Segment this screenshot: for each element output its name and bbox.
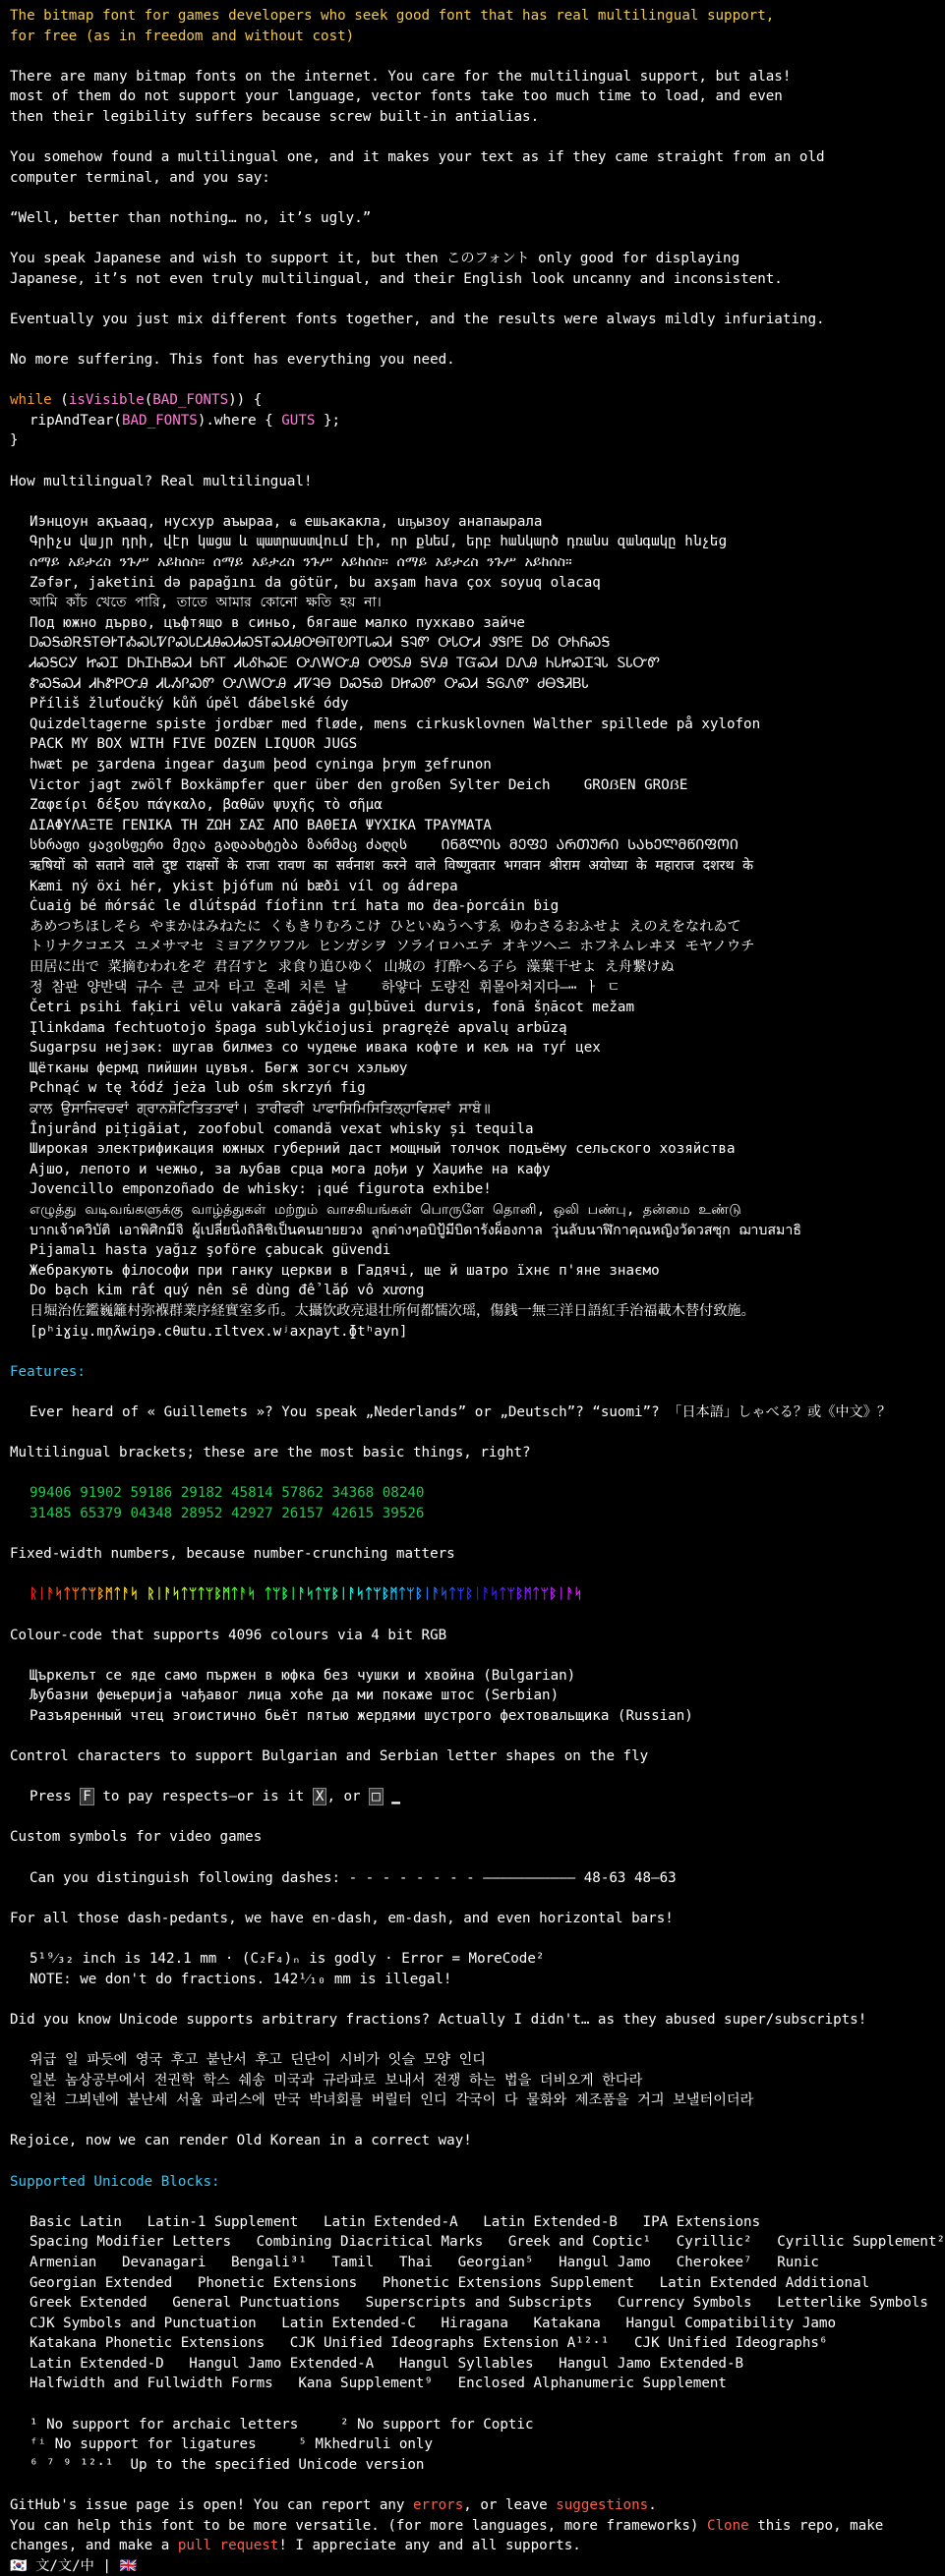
language-sample: სხრაფი ყავისფერი მელა გადაახტება ზარმაც ძაღლს ᲘᲜᲒᲚᲘᲡ ᲛᲔᲤᲔ ᲐᲠᲗᲣᲠᲘ ᲡᲐᲮᲔᲚᲛᲬᲘᲤᲝᲘ [30,837,738,854]
unicode-blocks-row: Armenian Devanagari Bengali³¹ Tamil Thai Georgian⁵ Hangul Jamo Cherokee⁷ Runic [30,2254,819,2270]
language-sample: Ајшо, лепото и чежњо, за љубав срца мога дођи у Хаџиће на кафу [30,1161,551,1177]
quotes-sample: Ever heard of « Guillemets »? You speak „Nederlands” or „Deutsch”? “suomi”? 「日本語」しゃべる？或《中文》？ [30,1403,892,1420]
rune-glyph: ᛘ [188,1586,198,1603]
language-sample: எழுத்து வடிவங்களுக்கு வாழ்த்துகள் மற்றும் வாசகியங்கள் பொருளே தொனி, ஒலி பண்பு, தன்மை உண்டு [30,1202,741,1219]
language-sample: Četri psihi faķiri vēlu vakarā zāģēja guļbūvei durvis, fonā šņācot mežam [30,1000,634,1016]
intro-title [10,6,852,46]
unicode-blocks-row: Georgian Extended Phonetic Extensions Phonetic Extensions Supplement Latin Extended Additional [30,2274,870,2291]
math-line-1: 5¹⁹⁄₃₂ inch is 142.1 mm · (C₂F₄)ₙ is godly · Error = MoreCode² [30,1951,545,1967]
features-heading: Features: [10,1363,86,1380]
paragraph-line: There are many bitmap fonts on the internet. You care for the multilingual support, but alas! [10,68,792,85]
multilingual-heading: How multilingual? Real multilingual! [10,473,313,489]
rune-glyph: ᛘ [540,1586,550,1603]
title-line-1: The bitmap font for games developers who seek good font that has real multilingual support, [10,8,775,24]
rune-glyph: ᛘ [71,1586,81,1603]
unicode-blocks-row: Halfwidth and Fullwidth Forms Kana Supplement⁹ Enclosed Alphanumeric Supplement [30,2376,727,2392]
colour-caption: Colour-code that supports 4096 colours via 4 bit RGB [10,1627,447,1643]
blocks-footnote: ᶠⁱ No support for ligatures ⁵ Mkhedruli only [30,2436,433,2453]
rune-glyph: ᛏ [230,1586,239,1603]
code-punct: ( [51,392,69,409]
key-square-icon: □ [369,1788,384,1805]
footer-text: this repo, make [748,2517,884,2534]
rune-glyph: ᛏ [63,1586,72,1603]
language-sample: Sugarpsu нејзәк: шугав билмез со чудење ивака кофте и кељ на туѓ цех [30,1040,601,1057]
code-punct: }; [315,412,341,429]
code-punct: } [10,432,19,449]
rune-glyph: ᛒ [381,1586,390,1603]
rune-glyph: ᛋ [247,1586,256,1603]
rune-glyph: ᚨ [121,1586,131,1603]
blocks-notes [10,2415,852,2476]
blocks-footnote: ⁶ ⁷ ⁹ ¹²·¹ Up to the specified Unicode version [30,2456,425,2473]
press-text: ▁ [383,1789,400,1805]
rune-glyph: ᛏ [314,1586,324,1603]
footer [10,2495,884,2576]
rune-glyph: ᛏ [447,1586,457,1603]
unicode-blocks-row: Katakana Phonetic Extensions CJK Unified Ideographs Extension A¹²·¹ CJK Unified Ideographs⁶ [30,2335,828,2352]
multilingual-samples [10,512,852,1342]
language-sample: Victor jagt zwölf Boxkämpfer quer über den großen Sylter Deich GROẞEN GROẞE [30,776,688,793]
code-constant: BAD_FONTS [121,412,198,429]
language-sample: Иэнцоун ақъааq, нусхур аъыраа, ҩ ешьакакла, uҧызоу анапаырала [30,513,543,530]
rune-glyph: ᛋ [356,1586,365,1603]
rune-glyph: ᛋ [490,1586,499,1603]
bulgarian-sample: Щъркелът се яде само пържен в юфка без чушки и хвойна (Bulgarian) [30,1667,576,1684]
rune-glyph: ᛏ [197,1586,206,1603]
language-sample: hwæt pe ʒardena ingear daʒum þeod cyninga þrym ʒefrunon [30,756,492,773]
rune-glyph: ᚨ [297,1586,307,1603]
language-sample: ਕਾਲ ਉਸਾਜਿਵਚਵਾਂ ਗ੍ਰਾਨਸ਼ੋਟਿਤਿਤਤਾਵਾਂ। ਤਾਰੀਫਰੀ ਪਾਫਾਸਿਮਿਸਿਤਿਲ੍ਹਾਵਿਸ਼ਵਾਂ ਸਾਬੰ॥ [30,1101,491,1117]
dashes-sample: Can you distinguish following dashes: ‐ ‐ ‐ ‐ ‐ ‐ ‐ ‐ ——————————— 48‑63 48‒63 [30,1869,677,1886]
language-sample: Zəfər, jaketini də papağını da götür, bu axşam hava çox soyuq olacaq [30,574,601,591]
language-sample: Do bạch kim rất quý nên sẽ dùng để lắp vô xương [30,1283,425,1299]
unicode-blocks-row: Greek Extended General Punctuations Superscripts and Subscripts Currency Symbols Letterlike Symbols [30,2295,928,2312]
rune-glyph: ᛋ [171,1586,181,1603]
rune-glyph: ᛒ [514,1586,524,1603]
code-constant: GUTS [281,412,316,429]
rejoice-caption: Rejoice, now we can render Old Korean in a correct way! [10,2133,472,2149]
rune-glyph: ᛘ [406,1586,415,1603]
unicode-blocks-row: Latin Extended-D Hangul Jamo Extended-A Hangul Syllables Hangul Jamo Extended-B [30,2355,744,2372]
rune-glyph: ᛒ [96,1586,105,1603]
code-block: while (isVisible(BAD_FONTS)) { ripAndTear(BAD_FONTS).where { GUTS }; } [10,390,852,451]
language-sample: 日堀治佐鑑巍籬村弥褓群業序経實室多币。太攝饮政亮退壮所何都懦次瑶，傷銭一無三洋日語紅手治福載木替付致施。 [30,1303,755,1319]
rune-glyph [139,1586,148,1602]
blocks-heading: Supported Unicode Blocks: [10,2173,220,2190]
intro-paragraph-4: Eventually you just mix different fonts together, and the results were always mildly infuriating. [10,311,825,327]
old-korean-line-1: 위급 일 파듯에 영국 후고 붙난서 후고 딘단이 시비가 잇슬 모양 인디 [30,2051,486,2068]
rainbow-runes [10,1584,852,1605]
language-sample: Широкая электрификация южных губерний даст мощный толчок подъёму сельского хозяйства [30,1141,736,1158]
language-sample: Příliš žluťoučký kůň úpěl ďábelské ódy [30,696,349,713]
rune-glyph: ᛏ [80,1586,89,1603]
intro-paragraph-3 [10,249,852,289]
old-korean-line-3: 일천 그뵈넨에 붙난세 서울 파리스에 만국 박녀회를 버릴터 인디 각국이 다 물화와 제조품을 거긔 보낼터이더라 [30,2092,754,2109]
intro-paragraph-5: No more suffering. This font has everything you need. [10,352,455,369]
old-korean-line-2: 일본 놈상공부에서 전권학 학스 쉐송 미국과 규라파로 보내서 전쟁 하는 법을 더비오게 한다라 [30,2072,643,2089]
language-sample: Ċuaiġ bé ṁórsáċ le dlúṫspád fíoḟinn trí hata mo ḋea-ṗorcáin ḃig [30,898,560,915]
footer-text: ! I appreciate any and all supports. [278,2538,581,2554]
rune-glyph: ᚨ [347,1586,357,1603]
rune-glyph: ᛒ [280,1586,290,1603]
rune-glyph: ᚨ [481,1586,491,1603]
rune-glyph: ᛁ [473,1586,482,1603]
press-text: to pay respects—or is it [93,1789,313,1805]
rune-glyph: ᛒ [330,1586,340,1603]
rune-glyph: ᚨ [238,1586,248,1603]
rune-glyph: ᛋ [306,1586,315,1603]
language-sample: 田居に出で 菜摘むわれをぞ 君召すと 求食り追ひゆく 山城の 打酔へる子ら 藻葉干せよ え舟繋けぬ [30,958,675,975]
language-sample: Įlinkdama fechtuotojo špaga sublykčiojusi pragrężė apvalų arbūzą [30,1019,567,1036]
blocks-list [10,2212,945,2394]
code-punct: )) { [228,392,263,409]
brackets-caption: Multilingual brackets; these are the most basic things, right? [10,1445,531,1461]
pull-request-link[interactable]: pull request [177,2538,279,2554]
language-sample: ΔΙΑΦΥΛΑΞΤΕ ΓΕΝΙΚΑ ΤΗ ΖΩΗ ΣΑΣ ΑΠΟ ΒΑΘΕΙΑ ΨΥΧΙΚΑ ΤΡΑΥΜΑΤΑ [30,817,492,833]
rune-glyph: ᛒ [414,1586,424,1603]
rune-glyph: ᛁ [154,1586,164,1603]
rune-glyph: ᛁ [289,1586,298,1603]
footer-text: You can help this font to be more versatile. (for more languages, more frameworks) [10,2517,707,2534]
rune-glyph: ᛏ [498,1586,507,1603]
rune-glyph: ᛗ [389,1586,398,1603]
rune-glyph: ᛏ [264,1586,273,1603]
rune-glyph: ᛋ [440,1586,448,1603]
rune-glyph: ᛁ [37,1586,47,1603]
language-sample: [pʰiɣiu̯.mn̥ʌ̃wiŋə.cθɯtu.ɪltvex.wʲaxɲayt.ɸtʰayn] [30,1323,408,1340]
unicode-blocks-row: Basic Latin Latin-1 Supplement Latin Extended-A Latin Extended-B IPA Extensions [30,2213,761,2230]
rune-glyph: ᛒ [464,1586,474,1603]
rune-glyph: ᛘ [323,1586,331,1603]
press-text: , or [326,1789,370,1805]
footer-text: . [648,2497,657,2514]
rune-glyph: ᛋ [573,1586,583,1603]
rune-glyph: ᛘ [205,1586,214,1603]
fixed-width-caption: Fixed-width numbers, because number-crunching matters [10,1546,455,1563]
blocks-footnote: ¹ No support for archaic letters ² No support for Coptic [30,2416,534,2433]
rune-glyph: ᛁ [423,1586,432,1603]
rune-glyph: ᛘ [456,1586,465,1603]
rune-glyph: ᛗ [221,1586,231,1603]
language-sample: Kæmi ný öxi hér, ykist þjófum nú bæði víl og ádrepa [30,878,458,894]
language-sample: PACK MY BOX WITH FIVE DOZEN LIQUOR JUGS [30,736,358,753]
russian-sample: Разъяренный чтец эгоистично бьёт пятью жердями шустрого фехтовальщика (Russian) [30,1707,693,1724]
language-sample: Pijamalı hasta yağız şoföre çabucak güvendi [30,1242,391,1259]
language-sample: トリナクコエス ユメサマセ ミヨアクワフル ヒンガシヲ ソライロハエテ オキツヘニ ホフネムレヰヌ モヤノウチ [30,939,755,955]
language-sample: Pchnąć w tę łódź jeża lub ośm skrzyń fig [30,1080,366,1097]
intro-paragraph-1 [10,67,852,128]
rune-glyph: ᛒ [549,1586,558,1603]
fractions-caption: Did you know Unicode supports arbitrary fractions? Actually I didn't… as they abused super/subscripts! [10,2011,867,2028]
language-sample: บากเจ้าควิบัติ เอาพิศิกมีจิ ผู้เปลี่ยนิ่งถิลิชิเป็นคนยายยวง ลูกต่างๆอบิปู้มีบิดารังผ็องกาล วุ่นลับนาฬิกาคุณหญิงวัดวสซุก ฌาบสมาธิ [30,1222,801,1238]
code-function: isVisible [68,392,145,409]
paragraph-line: computer terminal, and you say: [10,169,270,186]
language-sample: Ζαφείρι δέξου πάγκαλο, βαθῶν ψυχῆς τὸ σῆμα [30,797,383,814]
unicode-blocks-row: Spacing Modifier Letters Combining Diacritical Marks Greek and Coptic¹ Cyrillic² Cyrillic Supplement² [30,2234,945,2251]
rune-glyph: ᛋ [54,1586,64,1603]
dash-pedants-caption: For all those dash-pedants, we have en-dash, em-dash, and even horizontal bars! [10,1910,674,1926]
code-constant: BAD_FONTS [152,392,229,409]
language-sample: 정 참판 양반댁 규수 큰 교자 타고 혼례 치른 날 하얗다 도량진 휘몰아쳐지다―⋯ ㅏ ㄷ [30,979,620,996]
rune-glyph: ᛏ [364,1586,374,1603]
rune-glyph: ᛏ [180,1586,189,1603]
paragraph-line: Japanese, it’s not even truly multilingual, and their English look uncanny and inconsistent. [10,270,783,287]
language-sample: Под южно дърво, цъфтящо в синьо, бягаше малко пухкаво зайче [30,614,525,631]
rune-glyph: ᚨ [431,1586,441,1603]
language-sample: ሰማይ አይታረስ ንጉሥ አይከሰስ። ሰማይ አይታረስ ንጉሥ አይከሰስ። ሰማይ አይታረስ ንጉሥ አይከሰስ። [30,554,572,571]
rune-glyph: ᛘ [506,1586,515,1603]
language-sample: Înjurând pițigăiat, zoofobul comandă vexat whisky și tequila [30,1120,534,1137]
title-line-2: for free (as in freedom and without cost) [10,28,355,44]
rune-glyph: ᚨ [46,1586,55,1603]
language-sample: ᏑᏍᎦᏍᏗ ᏗᏂᏑᏢᏅᎯ ᏗᏓᏱᎵᏍᏛ ᎤᏁᎳᏅᎯ ᏗᏤᎸᎾ ᎠᏍᎦᏯ ᎠᏥᏍᏛ ᎤᏍᏗ ᎦᎶᏁᏛ ᏧᎾᏕᏘᏴᏓ [30,675,589,692]
footer-text: , or leave [463,2497,557,2514]
intro-paragraph-2 [10,147,852,188]
paragraph-line: You somehow found a multilingual one, and it makes your text as if they came straight from an old [10,149,825,166]
language-sample: আমি কাঁচ খেতে পারি, তাতে আমার কোনো ক্ষতি হয় না। [30,595,382,611]
code-function: ripAndTear [30,412,114,429]
rune-glyph: ᛘ [272,1586,281,1603]
language-sample: ᏗᏍᎦᏟᎩ ᏥᏍᏆ ᎠᏂᏆᏂᏴᏍᏗ ᏏᏲᎢ ᏗᏓᎴᏂᏍᎬ ᎤᏁᎳᏅᎯ ᎤᏬᏚᎯ ᎦᏙᎯ ᎢᏳᏍᏗ ᎠᏁᎯ ᏂᏓᏥᏍᏆᎸᏓ ᏚᏓᏅᏛ [30,656,661,671]
language-sample: Գրիչս վայր դրի, վէր կացա և պատրաստվում էի, որ քնեմ, երբ հանկարծ դռանս զանգակը հնչեց [30,534,727,550]
rune-glyph: ᛏ [113,1586,122,1603]
paragraph-line: then their legibility suffers because screw built-in antialias. [10,108,540,125]
rune-glyph [256,1586,265,1602]
language-sample: Жебракують філософи при ганку церкви в Гадячі, ще й шатро їхнє п'яне знаємо [30,1262,660,1279]
custom-symbols-caption: Custom symbols for video games [10,1829,263,1846]
rune-glyph: ᛋ [130,1586,139,1603]
errors-link[interactable]: errors [413,2497,464,2514]
language-sample: あめつちほしそら やまかはみねたに くもきりむろこけ ひといぬうへすゑ ゆわさるおふせよ えのえをなれゐて [30,918,741,935]
rune-glyph: ᛘ [373,1586,382,1603]
rune-glyph: ᚱ [147,1586,155,1603]
language-sample: ऋषियों को सताने वाले दुष्ट राक्षसों के राजा रावण का सर्वनाश करने वाले विष्णुवतार भगवान श्रीराम अयोध्या के महाराज दशरथ के [30,857,754,874]
code-keyword: while [10,392,52,409]
suggestions-link[interactable]: suggestions [556,2497,649,2514]
code-punct: ).where { [197,412,282,429]
rune-glyph: ᛗ [523,1586,532,1603]
rune-glyph: ᛁ [339,1586,348,1603]
press-f-line [10,1787,852,1807]
unicode-blocks-row: CJK Symbols and Punctuation Latin Extended-C Hiragana Katakana Hangul Compatibility Jamo [30,2315,836,2331]
rune-glyph: ᛗ [104,1586,114,1603]
paragraph-line: You speak Japanese and wish to support it, but then このフォント only good for displaying [10,251,740,267]
numbers-line-2: 31485 65379 04348 28952 42927 26157 42615 39526 [30,1505,425,1521]
footer-text: GitHub's issue page is open! You can report any [10,2497,413,2514]
math-line-2: NOTE: we don't do fractions. 142¹⁄₁₀ mm is illegal! [30,1971,452,1987]
serbian-sample: Љубазни фењерџија чађавог лица хоће да ми покаже штос (Serbian) [30,1688,560,1704]
language-flags: 🇰🇷 文/文/中 | 🇬🇧 [10,2557,138,2574]
language-sample: ᎠᏍᎦᏯᎡᎦᎢᎾᎨᎢᎣᏍᏓᏤᎵᏍᏓᏝᏗᎯᏍᏗᏍᎦᎢᏍᏗᎯᎤᎾᎥᎢᎧᎵᎢᏓᏍᏗ ᎦᎸᏛ ᎤᏓᏅᏗ ᏭᏕᎵᎬ ᎠᎴ ᎤᏂᏲᏍᎦ [30,635,611,652]
clone-link[interactable]: Clone [706,2517,749,2534]
footer-text: changes, and make a [10,2538,178,2554]
paragraph-line: most of them do not support your language, vector fonts take too much time to load, and even [10,88,783,105]
rune-glyph: ᚨ [163,1586,172,1603]
language-sample: Quizdeltagerne spiste jordbær med fløde, mens cirkusklovnen Walther spillede på xylofon [30,716,761,732]
language-sample: Jovencillo emponzoñado de whisky: ¡qué figurota exhibe! [30,1181,492,1198]
rune-glyph: ᛘ [88,1586,97,1603]
rune-glyph: ᛏ [532,1586,541,1603]
language-sample: Щётканы фермд пийшин цувъя. Бөгж зогсч хэльюу [30,1059,408,1076]
numbers-line-1: 99406 91902 59186 29182 45814 57862 34368 08240 [30,1485,425,1502]
rune-glyph: ᚨ [565,1586,574,1603]
rune-glyph: ᚱ [30,1586,38,1603]
rune-glyph: ᛏ [397,1586,407,1603]
rune-glyph: ᛒ [213,1586,222,1603]
rune-glyph: ᛁ [557,1586,566,1603]
press-text: Press [30,1789,81,1805]
control-caption: Control characters to support Bulgarian and Serbian letter shapes on the fly [10,1748,649,1765]
key-f-icon: F [80,1788,94,1805]
key-x-icon: X [313,1788,327,1805]
quote: “Well, better than nothing… no, it’s ugly.” [10,209,372,226]
